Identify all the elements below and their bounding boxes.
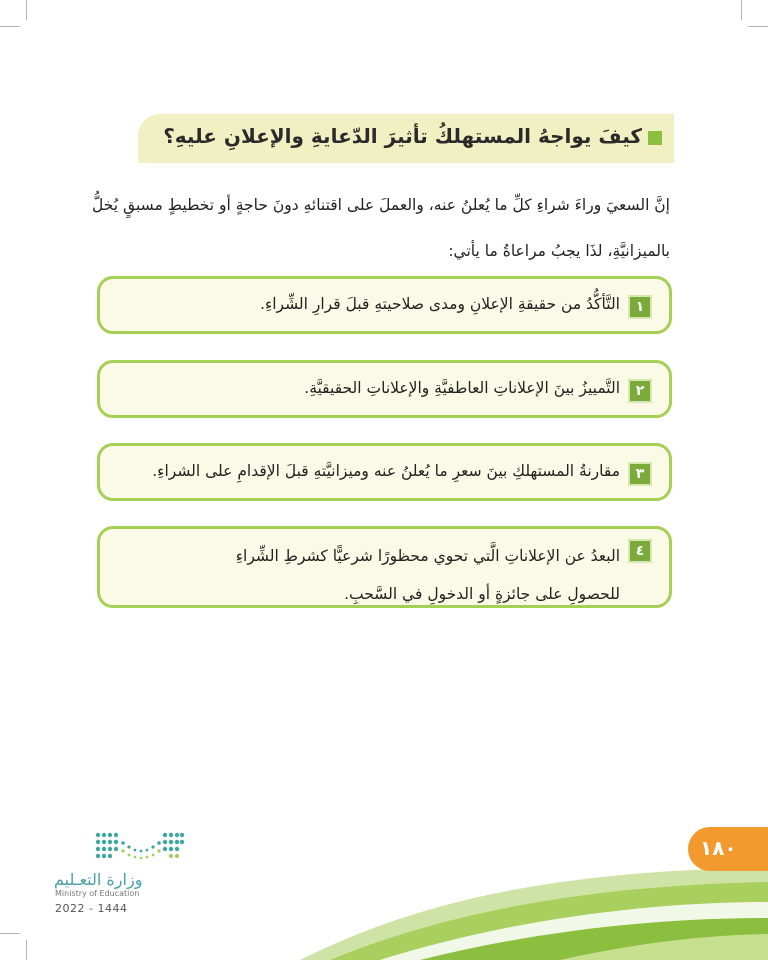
item-number-badge: ١ (628, 295, 652, 319)
heading-bullet-icon (648, 131, 662, 145)
edition-year: 2022 - 1444 (55, 902, 128, 915)
item-text: مقارنةُ المستهلكِ بينَ سعرِ ما يُعلنُ عنه وميزانيَّتهِ قبلَ الإقدامِ على الشراءِ. (152, 462, 620, 480)
item-number-badge: ٣ (628, 462, 652, 486)
item-text: التَّأكُّدُ من حقيقةِ الإعلانِ ومدى صلاحيتهِ قبلَ قرارِ الشِّراءِ. (260, 295, 620, 313)
crop-mark (0, 26, 20, 27)
item-number-badge: ٢ (628, 379, 652, 403)
list-item (97, 360, 672, 418)
ministry-name-english: Ministry of Education (55, 889, 140, 898)
crop-mark (741, 0, 742, 20)
ministry-name-arabic: وزارة التعـليم (54, 870, 143, 889)
item-text: التَّمييزُ بينَ الإعلاناتِ العاطفيَّةِ والإعلاناتِ الحقيقيَّةِ. (304, 379, 620, 397)
list-item (97, 276, 672, 334)
ministry-logo-icon (95, 831, 185, 863)
item-text: البعدُ عن الإعلاناتِ الَّتي تحوي محظورًا شرعيًّا كشرطِ الشِّراءِ للحصولِ على جائزةٍ أو الدخولِ في السَّحبِ. (235, 547, 620, 603)
list-item (97, 526, 672, 608)
crop-mark (26, 0, 27, 20)
page-number: ١٨٠ (700, 836, 737, 860)
section-heading: كيفَ يواجهُ المستهلكُ تأثيرَ الدّعايةِ والإعلانِ عليهِ؟ (163, 124, 642, 148)
item-number-badge: ٤ (628, 539, 652, 563)
crop-mark (748, 26, 768, 27)
intro-paragraph: إنَّ السعيَ وراءَ شراءِ كلِّ ما يُعلنُ عنه، والعملَ على اقتنائهِ دونَ حاجةٍ أو تخطيطٍ مسبقٍ يُخلُّ بالميزانيَّةِ، لذَا يجبُ مراعاةُ ما يأتي: (92, 196, 670, 260)
list-item (97, 443, 672, 501)
